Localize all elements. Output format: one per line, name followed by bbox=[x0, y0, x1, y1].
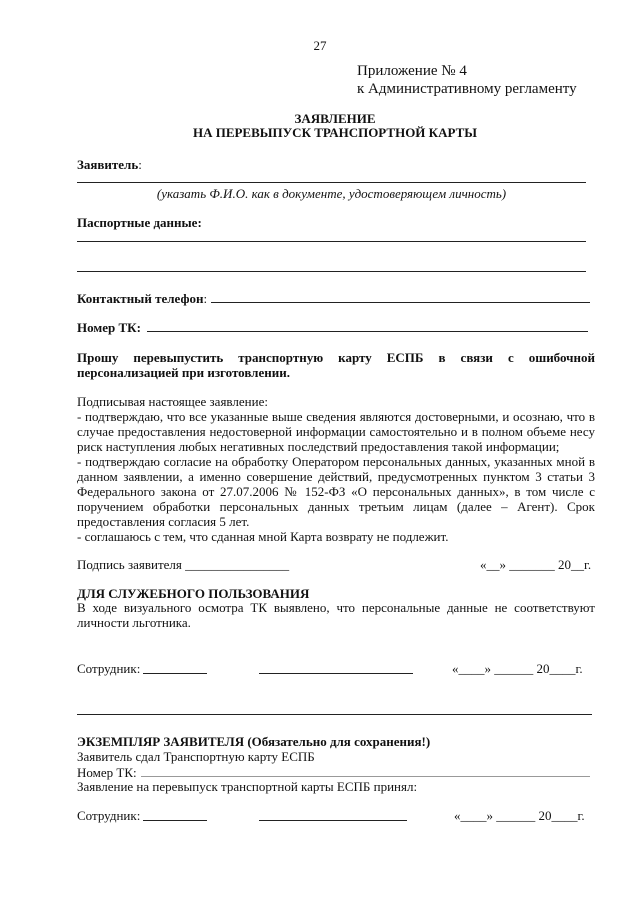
consent-block bbox=[77, 394, 595, 544]
cut-line bbox=[77, 714, 592, 715]
copy-employee-signature-field[interactable] bbox=[259, 820, 407, 821]
copy-employee-label: Сотрудник: bbox=[77, 808, 141, 823]
card-number-field[interactable] bbox=[147, 319, 588, 332]
title-line-2: НА ПЕРЕВЫПУСК ТРАНСПОРТНОЙ КАРТЫ bbox=[192, 125, 478, 140]
document-title bbox=[76, 112, 594, 140]
copy-date[interactable]: «____» ______ 20____г. bbox=[454, 808, 585, 823]
signature-field[interactable]: ________________ bbox=[185, 557, 290, 572]
copy-card-label: Номер ТК: bbox=[77, 765, 137, 780]
phone-row bbox=[77, 290, 590, 306]
consent-item-2: - подтверждаю согласие на обработку Оператором персональных данных, указанных мной в данном заявлении, а именно совершение действий, предусмотренных пунктом 3 статьи 3 Федерального закона от 27.07.2006 № 152-ФЗ «О персональных данных», в том числе с поручением обработки персональных данных третьим лицам (далее – Агент). Срок предоставления согласия 5 лет. bbox=[77, 454, 595, 529]
copy-heading: ЭКЗЕМПЛЯР ЗАЯВИТЕЛЯ (Обязательно для сохранения!) bbox=[77, 734, 431, 749]
consent-item-3: - соглашаюсь с тем, что сданная мной Карта возврату не подлежит. bbox=[77, 529, 449, 544]
appendix-reference: к Административному регламенту bbox=[357, 81, 577, 97]
title-line-1: ЗАЯВЛЕНИЕ bbox=[294, 111, 376, 126]
copy-card-row bbox=[77, 764, 590, 780]
card-number-label: Номер ТК: bbox=[77, 320, 141, 335]
official-heading: ДЛЯ СЛУЖЕБНОГО ПОЛЬЗОВАНИЯ bbox=[77, 586, 310, 601]
official-employee-label: Сотрудник: bbox=[77, 661, 141, 676]
applicant-name-field[interactable] bbox=[77, 182, 586, 183]
official-text: В ходе визуального осмотра ТК выявлено, что персональные данные не соответствуют личности льготника. bbox=[77, 600, 595, 630]
applicant-label: Заявитель bbox=[77, 157, 139, 172]
copy-line-1: Заявитель сдал Транспортную карту ЕСПБ bbox=[77, 749, 315, 764]
official-date[interactable]: «____» ______ 20____г. bbox=[452, 661, 583, 676]
page-number: 27 bbox=[313, 38, 327, 53]
phone-colon: : bbox=[203, 291, 208, 306]
copy-line-3: Заявление на перевыпуск транспортной карты ЕСПБ принял: bbox=[77, 779, 418, 794]
passport-label: Паспортные данные: bbox=[77, 215, 202, 230]
copy-card-field[interactable] bbox=[141, 764, 590, 777]
phone-field[interactable] bbox=[211, 290, 590, 303]
applicant-label-row bbox=[77, 157, 142, 172]
signature-label: Подпись заявителя bbox=[77, 557, 182, 572]
card-number-row bbox=[77, 319, 588, 335]
copy-employee-name-field[interactable] bbox=[143, 820, 207, 821]
applicant-hint: (указать Ф.И.О. как в документе, удостоверяющем личность) bbox=[156, 186, 507, 201]
applicant-colon: : bbox=[138, 157, 142, 172]
passport-field-line-1[interactable] bbox=[77, 241, 586, 242]
passport-field-line-2[interactable] bbox=[77, 271, 586, 272]
appendix-header bbox=[357, 62, 577, 98]
request-text: Прошу перевыпустить транспортную карту ЕСПБ в связи с ошибочной персонализацией при изготовлении. bbox=[77, 350, 595, 380]
consent-intro: Подписывая настоящее заявление: bbox=[77, 394, 268, 409]
official-employee-signature-field[interactable] bbox=[259, 673, 413, 674]
phone-label: Контактный телефон bbox=[77, 291, 204, 306]
signature-row bbox=[77, 557, 289, 572]
official-employee-name-field[interactable] bbox=[143, 673, 207, 674]
consent-item-1: - подтверждаю, что все указанные выше сведения являются достоверными, и осознаю, что в случае предоставления недостоверной информации самостоятельно и в полном объеме несу риск наступления любых негативных последствий предоставления такой информации; bbox=[77, 409, 595, 454]
appendix-number: Приложение № 4 bbox=[357, 63, 467, 79]
signature-date[interactable]: «__» _______ 20__г. bbox=[480, 557, 592, 572]
